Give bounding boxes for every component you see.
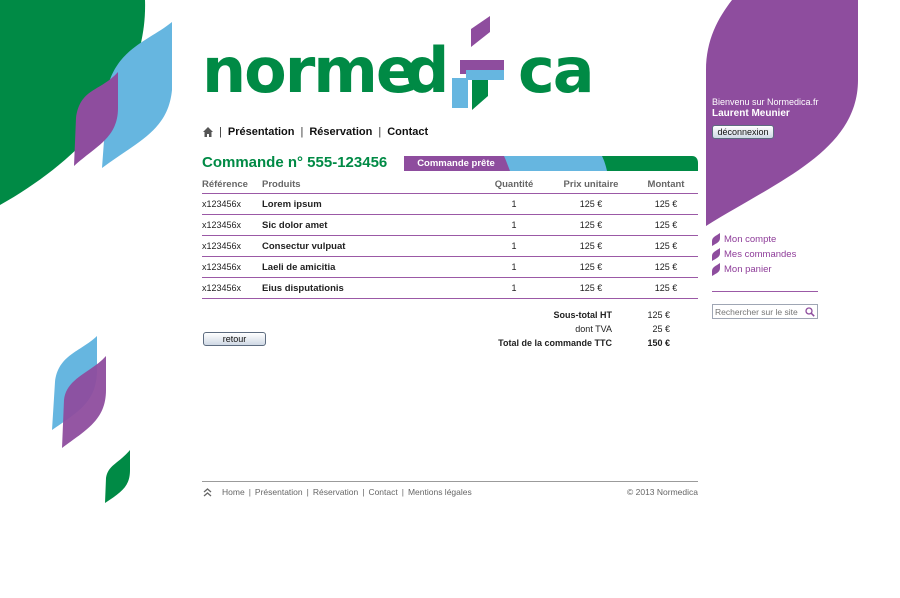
sidebar-item-label: Mon compte	[724, 234, 777, 245]
total-row	[460, 336, 698, 350]
col-products: Produits	[262, 179, 301, 190]
order-status-bar	[404, 156, 698, 171]
footer-separator: |	[362, 487, 365, 497]
nav-contact[interactable]: Contact	[387, 126, 429, 138]
row-quantity: 1	[511, 220, 517, 230]
row-product: Sic dolor amet	[262, 219, 328, 231]
order-status-label: Commande prête	[417, 158, 495, 169]
svg-text:ca: ca	[518, 34, 593, 107]
table-row	[202, 215, 698, 236]
search-box	[712, 304, 818, 319]
sidebar-item-my-cart[interactable]	[712, 262, 796, 277]
scroll-top-icon[interactable]	[203, 488, 212, 497]
row-amount: 125 €	[654, 220, 678, 230]
row-unit-price: 125 €	[579, 241, 603, 251]
row-reference: x123456x	[202, 241, 242, 251]
row-amount: 125 €	[654, 199, 678, 209]
total-label: Total de la commande TTC	[498, 338, 612, 348]
row-quantity: 1	[511, 262, 517, 272]
row-unit-price: 125 €	[579, 283, 603, 293]
order-totals	[460, 308, 698, 350]
sidebar-item-label: Mon panier	[724, 264, 772, 275]
footer-link-home[interactable]: Home	[222, 487, 245, 497]
row-quantity: 1	[511, 283, 517, 293]
row-reference: x123456x	[202, 262, 242, 272]
footer-separator: |	[248, 487, 251, 497]
tva-row	[460, 322, 698, 336]
row-unit-price: 125 €	[579, 220, 603, 230]
table-header	[202, 176, 698, 194]
user-name: Laurent Meunier	[712, 108, 790, 119]
home-icon[interactable]	[203, 127, 213, 137]
tva-value: 25 €	[652, 324, 670, 334]
table-row	[202, 236, 698, 257]
nav-reservation[interactable]: Réservation	[309, 126, 373, 138]
decorative-leaves-left	[0, 0, 200, 598]
back-button[interactable]: retour	[203, 332, 266, 346]
row-reference: x123456x	[202, 199, 242, 209]
row-reference: x123456x	[202, 283, 242, 293]
leaf-bullet-icon	[712, 263, 720, 276]
nav-separator: |	[378, 126, 382, 138]
row-amount: 125 €	[654, 283, 678, 293]
main-nav	[203, 126, 428, 138]
footer-separator: |	[401, 487, 404, 497]
row-unit-price: 125 €	[579, 262, 603, 272]
col-unit-price: Prix unitaire	[563, 179, 619, 190]
footer-link-contact[interactable]: Contact	[368, 487, 398, 497]
col-reference: Référence	[202, 179, 248, 190]
leaf-bullet-icon	[712, 248, 720, 261]
subtotal-row	[460, 308, 698, 322]
welcome-text: Bienvenu sur Normedica.fr	[712, 97, 819, 107]
order-table	[202, 176, 698, 299]
sidebar-item-label: Mes commandes	[724, 249, 797, 260]
tva-label: dont TVA	[575, 324, 612, 334]
footer-separator: |	[306, 487, 309, 497]
col-quantity: Quantité	[494, 179, 534, 190]
table-row	[202, 278, 698, 299]
table-row	[202, 194, 698, 215]
table-row	[202, 257, 698, 278]
footer-nav	[203, 487, 472, 497]
row-amount: 125 €	[654, 262, 678, 272]
total-value: 150 €	[647, 338, 670, 348]
footer-link-presentation[interactable]: Présentation	[254, 487, 303, 497]
copyright: © 2013 Normedica	[627, 487, 698, 497]
row-product: Consectur vulpuat	[262, 240, 346, 252]
nav-presentation[interactable]: Présentation	[227, 126, 295, 138]
row-reference: x123456x	[202, 220, 242, 230]
row-amount: 125 €	[654, 241, 678, 251]
search-icon[interactable]	[805, 307, 815, 317]
normedica-logo	[200, 14, 595, 114]
row-unit-price: 125 €	[579, 199, 603, 209]
footer-divider	[202, 481, 698, 482]
col-amount: Montant	[647, 179, 685, 190]
row-product: Lorem ipsum	[262, 198, 322, 210]
nav-separator: |	[219, 126, 222, 138]
row-product: Laeli de amicitia	[262, 261, 336, 273]
subtotal-value: 125 €	[647, 310, 670, 320]
sidebar-item-my-account[interactable]	[712, 232, 796, 247]
sidebar-item-my-orders[interactable]	[712, 247, 796, 262]
order-title: Commande n° 555-123456	[202, 154, 388, 171]
row-product: Eius disputationis	[262, 282, 344, 294]
logout-button[interactable]: déconnexion	[712, 125, 774, 139]
footer-link-reservation[interactable]: Réservation	[312, 487, 359, 497]
leaf-bullet-icon	[712, 233, 720, 246]
row-quantity: 1	[511, 241, 517, 251]
row-quantity: 1	[511, 199, 517, 209]
svg-text:d: d	[405, 34, 450, 107]
footer-link-legal[interactable]: Mentions légales	[407, 487, 472, 497]
sidebar-divider	[712, 291, 818, 292]
subtotal-label: Sous-total HT	[553, 310, 612, 320]
nav-separator: |	[300, 126, 304, 138]
svg-text:norme: norme	[202, 34, 416, 107]
decorative-leaf-right	[700, 0, 900, 240]
account-links	[712, 232, 796, 277]
search-input[interactable]	[713, 307, 805, 317]
